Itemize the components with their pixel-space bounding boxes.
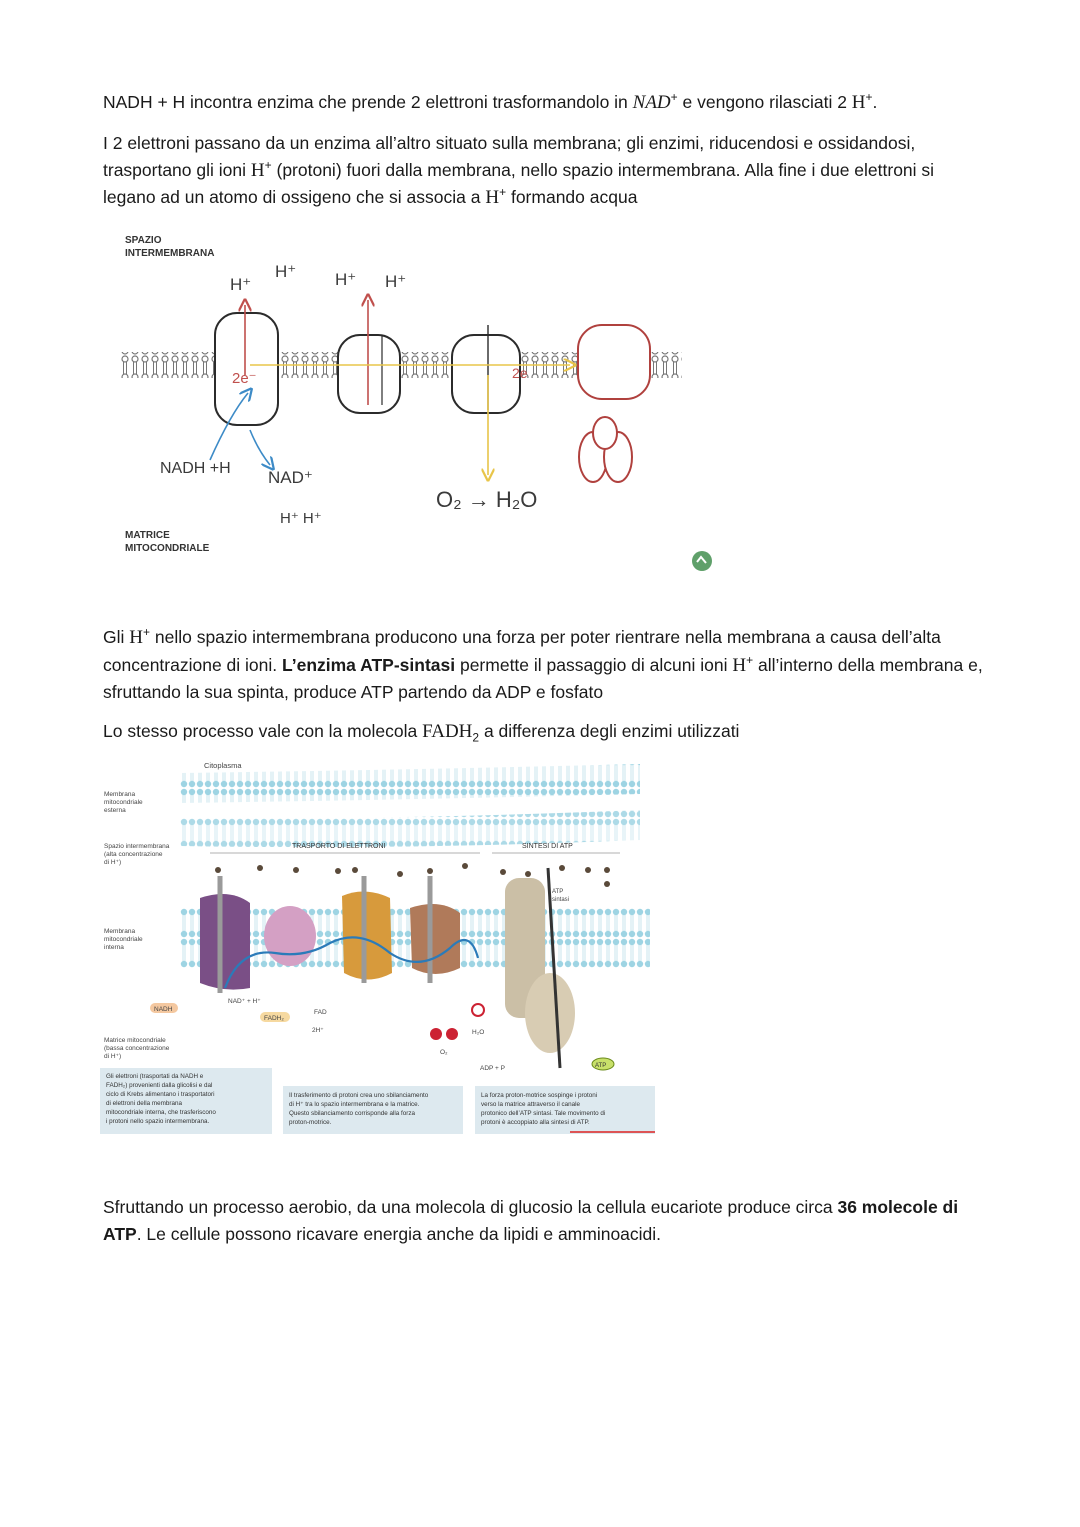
math-h: H (129, 627, 143, 648)
text: permette il passaggio di alcuni ioni (455, 654, 733, 675)
outer-membrane-inner (180, 810, 640, 847)
text: e vengono rilasciati 2 (677, 92, 852, 112)
complex-4 (410, 904, 460, 974)
text: Gli (103, 627, 130, 647)
info-box-1-text: Gli elettroni (trasportati da NADH e FADH₂) provenienti dalla glicolisi e dal ciclo di Krebs alimentano i trasportatori di elettroni della membrana mitocondriale interna, che trasferiscono i protoni nello spazio intermembrana. (106, 1073, 216, 1125)
label-inner: interna (104, 944, 124, 951)
label-matrix: di H⁺) (104, 1053, 122, 1060)
label-atp-synthase: sintasi (552, 897, 570, 903)
sup: + (865, 90, 873, 105)
complex-3 (342, 891, 392, 979)
sup: + (746, 652, 754, 667)
mitochondria-figure (100, 758, 670, 1143)
info-box-2-text: Il trasferimento di protoni crea uno sbilanciamento di H⁺ tra lo spazio intermembrana e la matrice. Questo sbilanciamento corrisponde alla forza proton-motrice. (289, 1092, 429, 1126)
label-adp: ADP + P (480, 1065, 505, 1072)
h-plus-1: H⁺ (230, 275, 252, 294)
bold-term: L’enzima ATP-sintasi (282, 654, 456, 675)
paragraph-electrons (103, 130, 983, 212)
h-plus-4: H⁺ (385, 272, 407, 291)
label-2h: 2H⁺ (312, 1027, 324, 1034)
label-synthesis: SINTESI DI ATP (522, 843, 573, 850)
label-outer: esterna (104, 807, 126, 814)
membrane-segment (120, 352, 215, 378)
label-intermembrane: Spazio intermembrana (104, 843, 170, 850)
label-inner: mitocondriale (104, 936, 143, 943)
sup: + (499, 185, 507, 200)
sup: + (670, 90, 678, 105)
complex-4 (452, 335, 520, 413)
sup: + (264, 157, 272, 172)
label-nadh: NADH (154, 1006, 173, 1013)
paragraph-summary (103, 1194, 983, 1247)
info-box-3-text: La forza proton-motrice sospinge i protoni verso la matrice attraverso il canale protonico dell’ATP sintasi. Tale movimento di protoni è accoppiato alla sintesi di ATP. (481, 1092, 606, 1126)
paragraph-nadh (103, 89, 983, 117)
label-o2: O₂ (440, 1049, 448, 1056)
label-fadh: FADH₂ (264, 1015, 284, 1022)
atp-synthase-head (593, 417, 617, 449)
hh-label: H⁺ H⁺ (280, 510, 322, 527)
outer-membrane (180, 764, 640, 803)
oxygen-atom (430, 1028, 442, 1040)
math-h: H (732, 654, 747, 676)
label-intermembrane: di H⁺) (104, 859, 122, 866)
label-nad: NAD⁺ + H⁺ (228, 998, 261, 1005)
sup: + (142, 625, 150, 640)
math-h: H (851, 92, 866, 113)
nad-label: NAD⁺ (268, 468, 313, 487)
h-plus-2: H⁺ (275, 262, 297, 281)
math-h: H (250, 159, 265, 181)
complex-1 (215, 313, 278, 425)
electron-label-1: 2e⁻ (232, 370, 257, 387)
label-fad: FAD (314, 1009, 327, 1016)
text: all’interno della membrana e, sfruttando la sua spinta, produce ATP partendo da ADP e fosfato (103, 654, 983, 702)
nad-arrow (250, 430, 270, 465)
text: . Le cellule possono ricavare energia anche da lipidi e amminoacidi. (136, 1223, 662, 1244)
complex-1 (200, 894, 250, 990)
label-citoplasma: Citoplasma (204, 761, 242, 770)
atp-synthase-head (525, 973, 575, 1053)
label-intermembrana: INTERMEMBRANA (125, 248, 215, 259)
label-outer: mitocondriale (104, 799, 143, 806)
atp-synthase (578, 325, 650, 399)
text: Lo stesso processo vale con la molecola (103, 721, 423, 741)
label-spazio: SPAZIO (125, 235, 162, 246)
label-intermembrane: (alta concentrazione (104, 851, 163, 858)
text: I 2 elettroni passano da un enzima all’altro situato sulla membrana; gli enzimi, riducendosi e ossidandosi, trasportano gli ioni (103, 133, 916, 180)
label-h2o: H₂O (472, 1029, 485, 1036)
membrane-segment (650, 352, 682, 378)
label-mitocondriale: MITOCONDRIALE (125, 543, 210, 554)
proton-dots (215, 863, 610, 887)
label-matrice: MATRICE (125, 530, 170, 541)
text: nello spazio intermembrana producono una forza per poter rientrare nella membrana a causa dell’alta concentrazione di ioni. (103, 627, 941, 675)
text: a differenza degli enzimi utilizzati (479, 721, 740, 741)
water-molecule (472, 1004, 484, 1016)
bold-term: 36 molecole di ATP (103, 1197, 959, 1244)
text: Sfruttando un processo aerobio, da una molecola di glucosio la cellula eucariote produce circa (103, 1197, 838, 1217)
complex-2 (264, 906, 316, 966)
math-h: H (485, 187, 500, 208)
mark-icon (690, 549, 714, 573)
oxygen-atom (446, 1028, 458, 1040)
text: (protoni) fuori dalla membrana, nello spazio intermembrana. Alla fine i due elettroni si legano ad un atomo di ossigeno che si associa a (103, 159, 935, 207)
paragraph-fadh2 (103, 718, 983, 746)
label-atp-synthase: ATP (552, 889, 564, 895)
water-label: O₂ → H₂O (436, 487, 538, 512)
math-nad: NAD (632, 92, 671, 113)
text: . (872, 92, 878, 112)
label-matrix: (bassa concentrazione (104, 1045, 170, 1052)
h-plus-3: H⁺ (335, 270, 357, 289)
label-matrix: Matrice mitocondriale (104, 1037, 166, 1044)
paragraph-atp-synthase (103, 624, 983, 706)
electron-label-2: 2e (512, 365, 528, 381)
nadh-label: NADH +H (160, 460, 231, 477)
complex-3 (338, 335, 400, 413)
text: formando acqua (506, 187, 638, 207)
label-inner: Membrana (104, 928, 136, 935)
electron-chain-sketch (100, 225, 740, 580)
math-fadh: FADH (422, 721, 473, 742)
label-atp: ATP (595, 1063, 607, 1069)
label-outer: Membrana (104, 791, 136, 798)
sub: 2 (472, 730, 480, 745)
text: NADH + H incontra enzima che prende 2 elettroni trasformandolo in (103, 92, 633, 112)
label-transport: TRASPORTO DI ELETTRONI (292, 843, 386, 850)
